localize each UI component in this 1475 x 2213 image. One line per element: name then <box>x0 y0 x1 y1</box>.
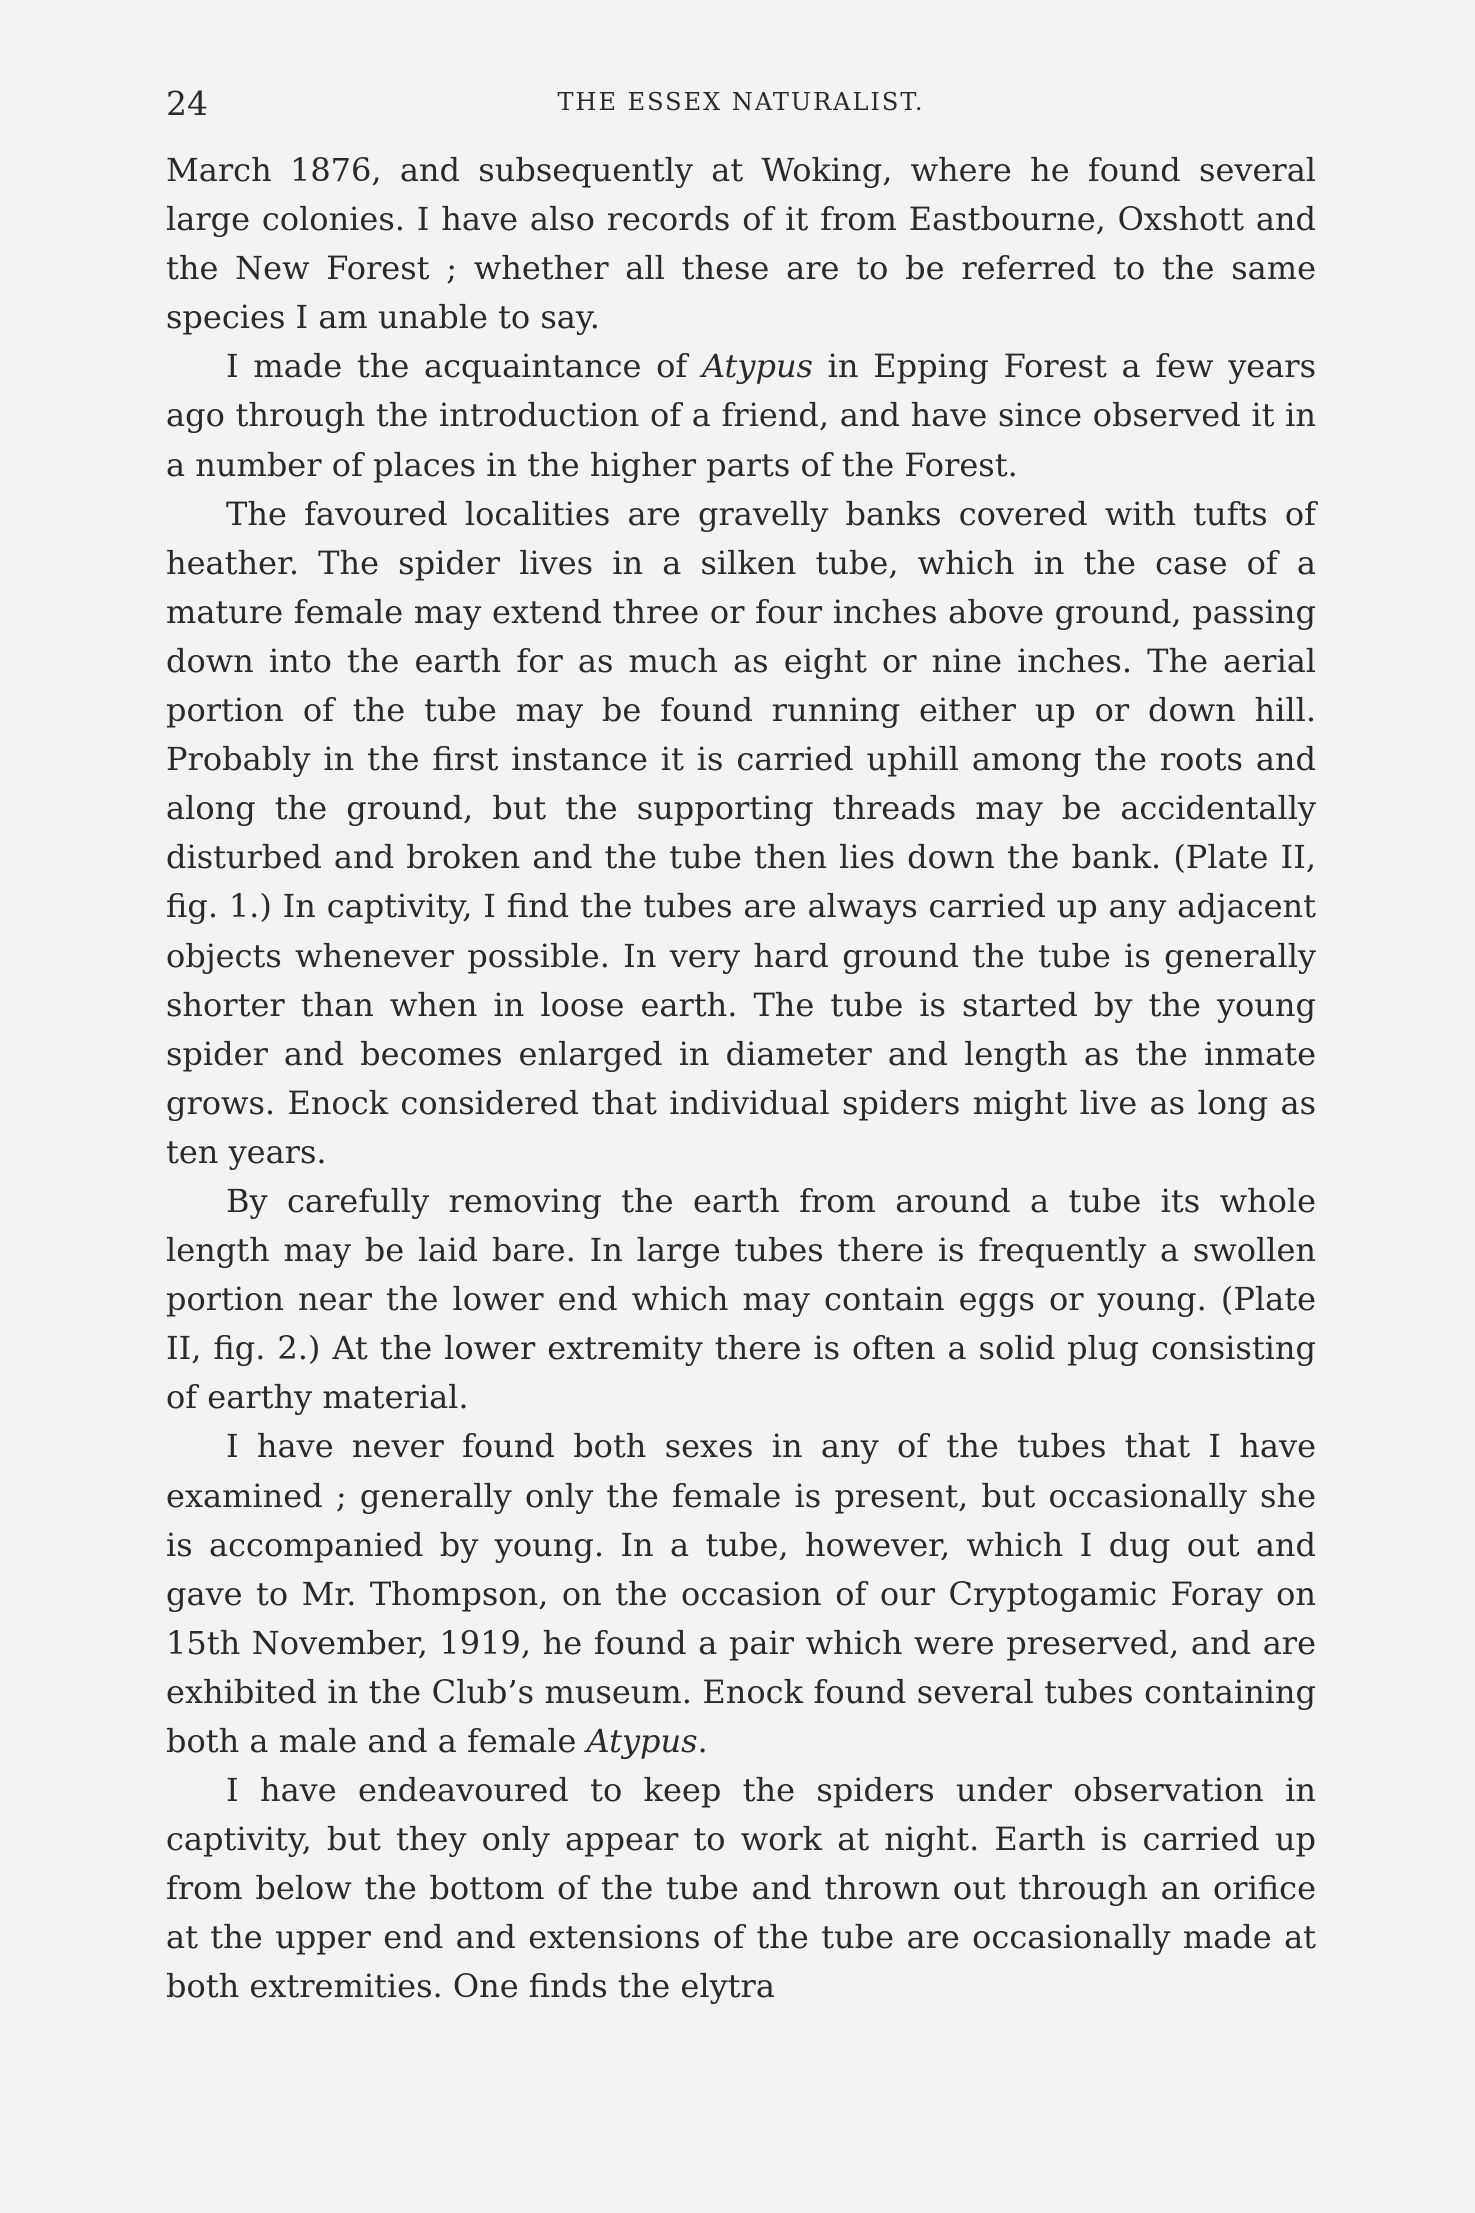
paragraph-text: The favoured localities are gravelly banks covered with tufts of heather. The spider lives in a silken tube, which in the case of a mature female may extend three or four inches above ground, passing down into the earth for as much as eight or nine inches. The aerial portion of the tube may be found running either up or down hill. Probably in the first instance it is carried uphill among the roots and along the ground, but the supporting threads may be accidentally disturbed and broken and the tube then lies down the bank. (Plate II, fig. 1.) In captivity, I find the tubes are always carried up any adjacent objects whenever possible. In very hard ground the tube is generally shorter than when in loose earth. The tube is started by the young spider and becomes enlarged in diameter and length as the inmate grows. Enock considered that individual spiders might live as long as ten years. <box>166 494 1316 1171</box>
journal-title: THE ESSEX NATURALIST. <box>557 88 925 116</box>
species-name-atypus: Atypus <box>701 347 813 386</box>
body-text <box>166 146 1316 2012</box>
paragraph-4 <box>166 1177 1316 1422</box>
page-number: 24 <box>166 84 208 123</box>
paragraph-5 <box>166 1422 1316 1766</box>
paragraph-text: March 1876, and subsequently at Woking, where he found several large colonies. I have also records of it from Eastbourne, Oxshott and the New Forest ; whether all these are to be referred to the same species I am unable to say. <box>166 151 1316 337</box>
book-page <box>166 84 1316 2012</box>
paragraph-3 <box>166 490 1316 1177</box>
paragraph-text: . <box>697 1722 708 1760</box>
paragraph-text: I have never found both sexes in any of the tubes that I have examined ; generally only the female is present, but occasionally she is accompanied by young. In a tube, however, which I dug out and gave to Mr. Thompson, on the occasion of our Cryptogamic Foray on 15th November, 1919, he found a pair which were preserved, and are exhibited in the Club’s museum. Enock found several tubes containing both a male and a female <box>166 1427 1316 1760</box>
species-name-atypus: Atypus <box>586 1722 698 1760</box>
paragraph-1 <box>166 146 1316 342</box>
paragraph-text: I have endeavoured to keep the spiders under observation in captivity, but they only appear to work at night. Earth is carried up from below the bottom of the tube and thrown out through an orifice at the upper end and extensions of the tube are occasionally made at both extremities. One finds the elytra <box>166 1771 1316 2006</box>
paragraph-text: I made the acquaintance of <box>226 347 702 386</box>
paragraph-2 <box>166 342 1316 489</box>
paragraph-6 <box>166 1766 1316 2011</box>
paragraph-text: in Epping Forest a few years ago through the introduction of a friend, and have since observed it in a number of places in the higher parts of the Forest. <box>166 347 1317 484</box>
paragraph-text: By carefully removing the earth from around a tube its whole length may be laid bare. In large tubes there is frequently a swollen portion near the lower end which may contain eggs or young. (Plate II, fig. 2.) At the lower extremity there is often a solid plug consisting of earthy material. <box>166 1181 1316 1417</box>
running-head <box>166 84 1316 134</box>
